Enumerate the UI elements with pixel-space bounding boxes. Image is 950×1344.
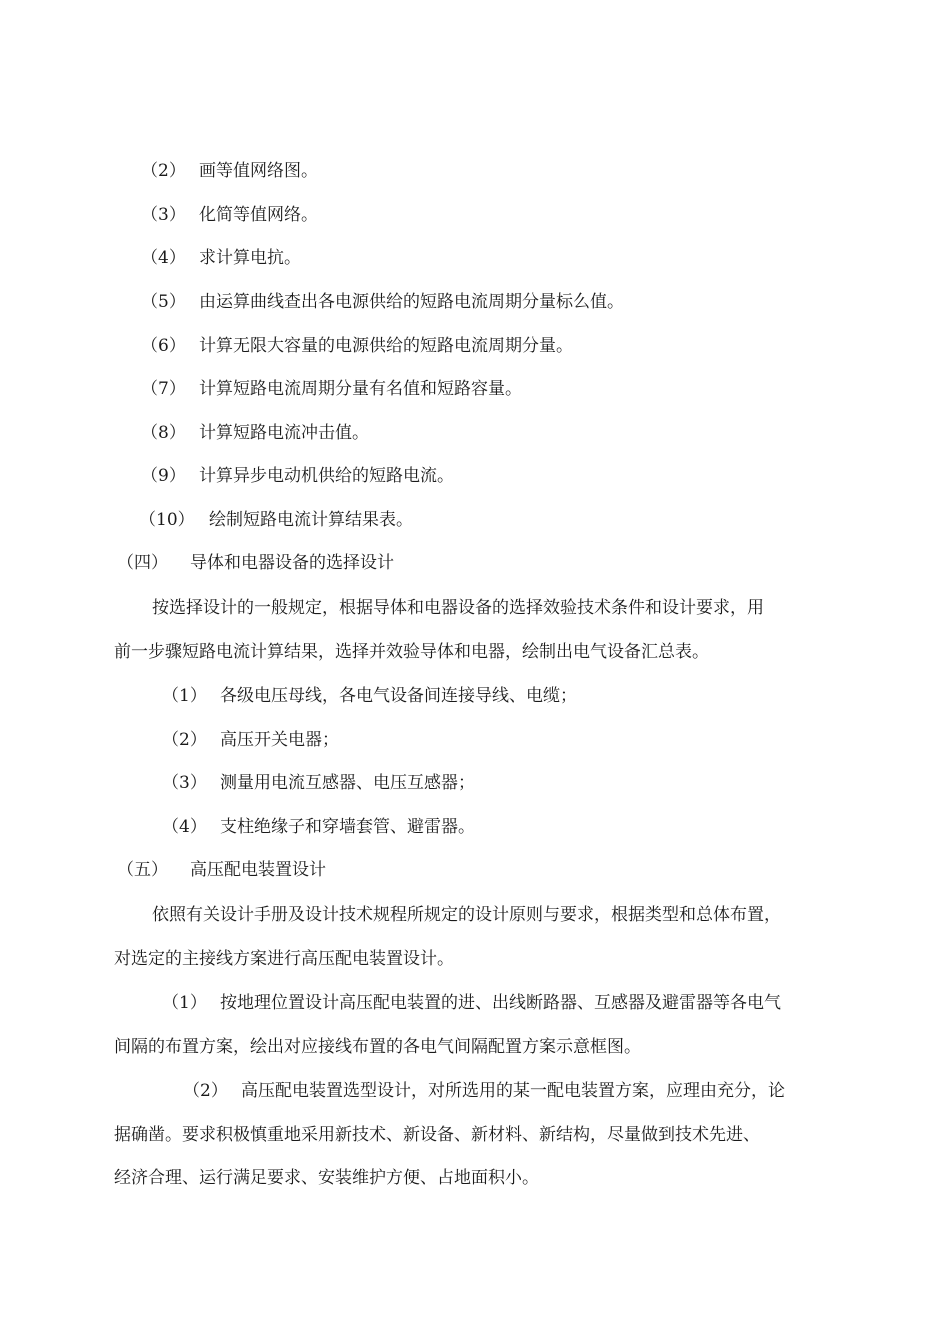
list-item (141, 160, 318, 182)
section-heading (117, 552, 394, 574)
list-item-text: 高压开关电器； (220, 730, 339, 750)
list-item (141, 422, 369, 444)
section-heading (117, 859, 326, 881)
paragraph-line: 对选定的主接线方案进行高压配电装置设计。 (114, 949, 454, 969)
list-item-number: （3） (141, 205, 186, 225)
list-item (183, 1080, 785, 1102)
list-item-number: （4） (141, 248, 186, 268)
list-item-number: （8） (141, 423, 186, 443)
list-item-text: 绘制短路电流计算结果表。 (209, 510, 413, 530)
list-item-number: （2） (162, 730, 207, 750)
section-title: 导体和电器设备的选择设计 (190, 553, 394, 573)
paragraph-line: 经济合理、运行满足要求、安装维护方便、占地面积小。 (114, 1168, 539, 1188)
list-item-number: （1） (162, 686, 207, 706)
list-item-number: （9） (141, 466, 186, 486)
list-item-number: （4） (162, 817, 207, 837)
list-item-text: 支柱绝缘子和穿墙套管、避雷器。 (220, 817, 475, 837)
list-item (162, 685, 577, 707)
list-item (141, 247, 301, 269)
list-item-text: 计算无限大容量的电源供给的短路电流周期分量。 (199, 336, 573, 356)
list-item-text: 各级电压母线，各电气设备间连接导线、电缆； (220, 686, 577, 706)
section-number: （五） (117, 860, 168, 880)
section-number: （四） (117, 553, 168, 573)
list-item (162, 992, 781, 1014)
list-item-text: 计算短路电流周期分量有名值和短路容量。 (199, 379, 522, 399)
paragraph-line: 依照有关设计手册及设计技术规程所规定的设计原则与要求，根据类型和总体布置， (152, 905, 781, 925)
list-item-text: 按地理位置设计高压配电装置的进、出线断路器、互感器及避雷器等各电气 (220, 993, 781, 1013)
list-item-text: 计算异步电动机供给的短路电流。 (199, 466, 454, 486)
list-item-text: 求计算电抗。 (199, 248, 301, 268)
paragraph-line: 前一步骤短路电流计算结果，选择并效验导体和电器，绘制出电气设备汇总表。 (114, 642, 709, 662)
list-item (162, 729, 339, 751)
list-item (162, 772, 475, 794)
list-item (162, 816, 475, 838)
section-title: 高压配电装置设计 (190, 860, 326, 880)
list-item (141, 204, 318, 226)
list-item-number: （6） (141, 336, 186, 356)
list-item-text: 计算短路电流冲击值。 (199, 423, 369, 443)
list-item-text: 测量用电流互感器、电压互感器； (220, 773, 475, 793)
list-item-number: （1） (162, 993, 207, 1013)
list-item-number: （2） (141, 161, 186, 181)
list-item-text: 化简等值网络。 (199, 205, 318, 225)
list-item-number: （2） (183, 1081, 228, 1101)
list-item-text: 由运算曲线查出各电源供给的短路电流周期分量标么值。 (199, 292, 624, 312)
list-item-text: 画等值网络图。 (199, 161, 318, 181)
list-item-text: 高压配电装置选型设计，对所选用的某一配电装置方案，应理由充分，论 (241, 1081, 785, 1101)
list-item-number: （5） (141, 292, 186, 312)
list-item (141, 378, 522, 400)
list-item-number: （3） (162, 773, 207, 793)
paragraph-line: 据确凿。要求积极慎重地采用新技术、新设备、新材料、新结构，尽量做到技术先进、 (114, 1125, 760, 1145)
paragraph-line: 按选择设计的一般规定，根据导体和电器设备的选择效验技术条件和设计要求，用 (152, 598, 764, 618)
list-item (139, 509, 413, 531)
list-item (141, 465, 454, 487)
list-item (141, 335, 573, 357)
list-item-number: （7） (141, 379, 186, 399)
list-item-number: （10） (139, 510, 195, 530)
paragraph-line: 间隔的布置方案，绘出对应接线布置的各电气间隔配置方案示意框图。 (114, 1037, 641, 1057)
list-item (141, 291, 624, 313)
